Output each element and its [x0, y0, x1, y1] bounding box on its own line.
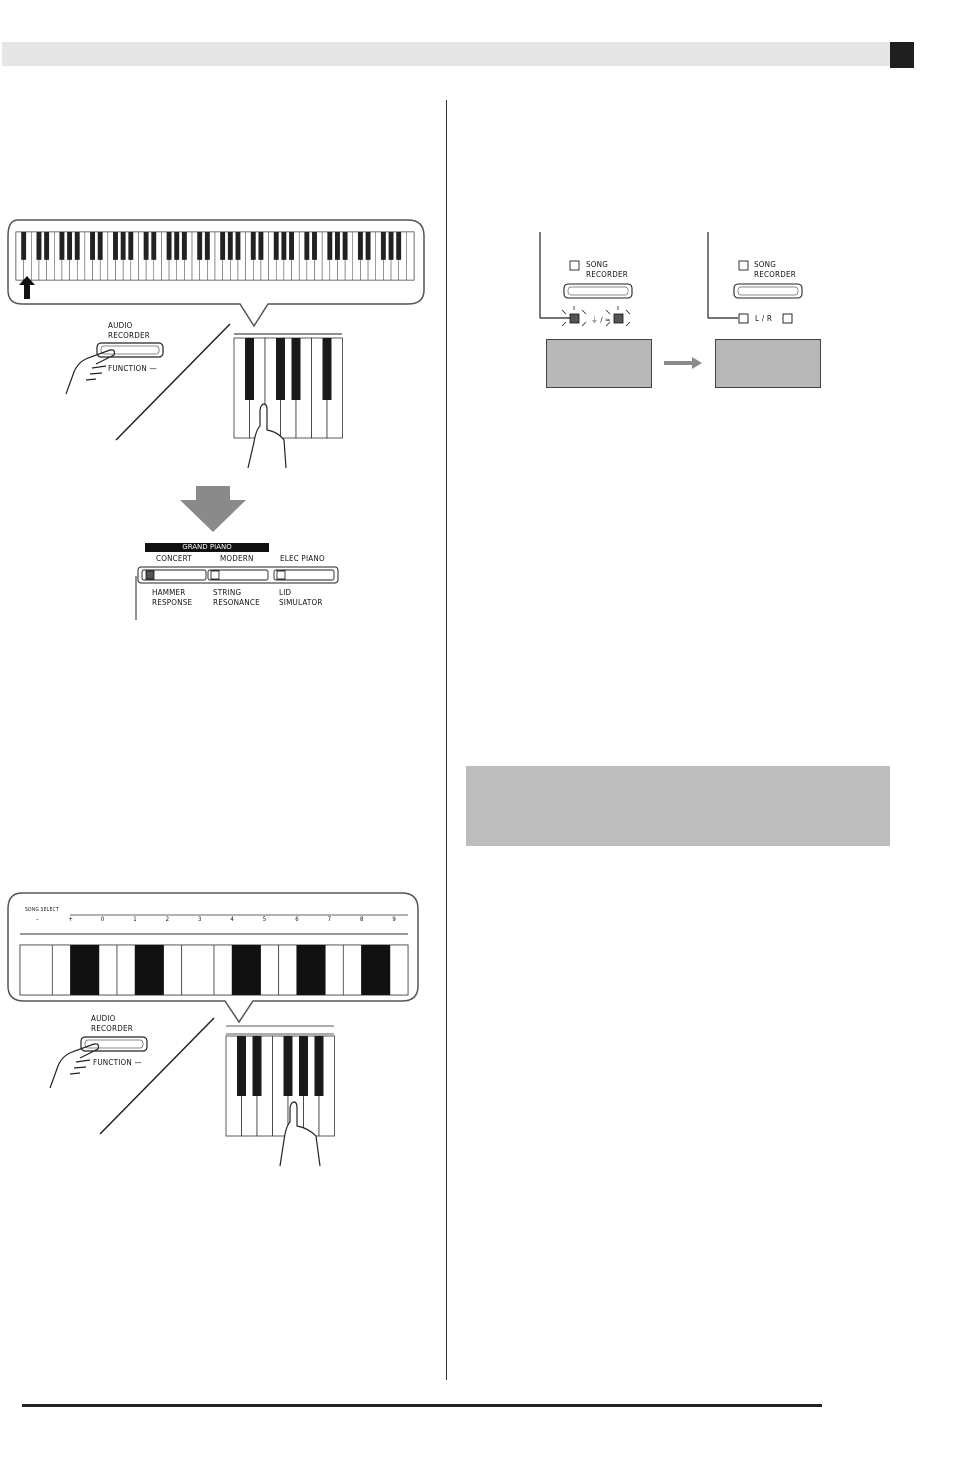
song-recorder-panel-blinking [536, 232, 656, 332]
svg-text:⏚ / ≈: ⏚ / ≈ [591, 316, 611, 324]
tone-label-modern: MODERN [220, 554, 254, 563]
function-label-2: FUNCTION — [93, 1058, 142, 1067]
audio-recorder-label: AUDIO RECORDER [108, 321, 150, 340]
black-key [237, 1036, 246, 1096]
black-key [284, 1036, 293, 1096]
song-select-key-label: 4 [230, 916, 235, 923]
song-select-key-label: 5 [262, 916, 267, 923]
zoomed-keys-bottom [222, 1022, 342, 1168]
black-key [253, 1036, 262, 1096]
white-key [20, 945, 52, 995]
black-key [315, 1036, 324, 1096]
lcd-display-after [715, 339, 821, 388]
function-label: FUNCTION — [108, 364, 157, 373]
black-key [70, 945, 99, 995]
grand-piano-banner: GRAND PIANO [145, 543, 269, 552]
song-select-key-label: 3 [198, 916, 202, 923]
black-key [299, 1036, 308, 1096]
song-select-key-label: 6 [295, 916, 299, 923]
song-recorder-label: SONG RECORDER [586, 260, 628, 279]
song-select-key-label: 7 [327, 916, 332, 923]
lcd-display-before [546, 339, 652, 388]
black-key [232, 945, 261, 995]
song-select-key-label: 9 [392, 916, 397, 923]
sub-label-lid-simulator: LID SIMULATOR [279, 588, 323, 607]
song-select-key-label: – [36, 916, 39, 923]
lr-indicator-label: L / R [755, 314, 773, 323]
audio-recorder-label-2: AUDIO RECORDER [91, 1014, 133, 1033]
sub-label-hammer-response: HAMMER RESPONSE [152, 588, 193, 607]
right-arrow-icon [664, 356, 704, 370]
song-select-label: SONG SELECT [25, 907, 59, 913]
song-select-key-label: + [68, 916, 74, 923]
tone-label-elec-piano: ELEC PIANO [280, 554, 325, 563]
black-key [361, 945, 390, 995]
black-key [296, 945, 325, 995]
song-select-key-label: 2 [165, 916, 170, 923]
song-select-key-label: 1 [133, 916, 137, 923]
black-key [135, 945, 164, 995]
song-select-key-label: 0 [100, 916, 105, 923]
pressing-hand-icon-2 [46, 1040, 106, 1090]
song-select-key-label: 8 [360, 916, 364, 923]
song-recorder-label-2: SONG RECORDER [754, 260, 796, 279]
white-key [182, 945, 214, 995]
tone-label-concert: CONCERT [156, 554, 192, 563]
sub-label-string-resonance: STRING RESONANCE [213, 588, 260, 607]
